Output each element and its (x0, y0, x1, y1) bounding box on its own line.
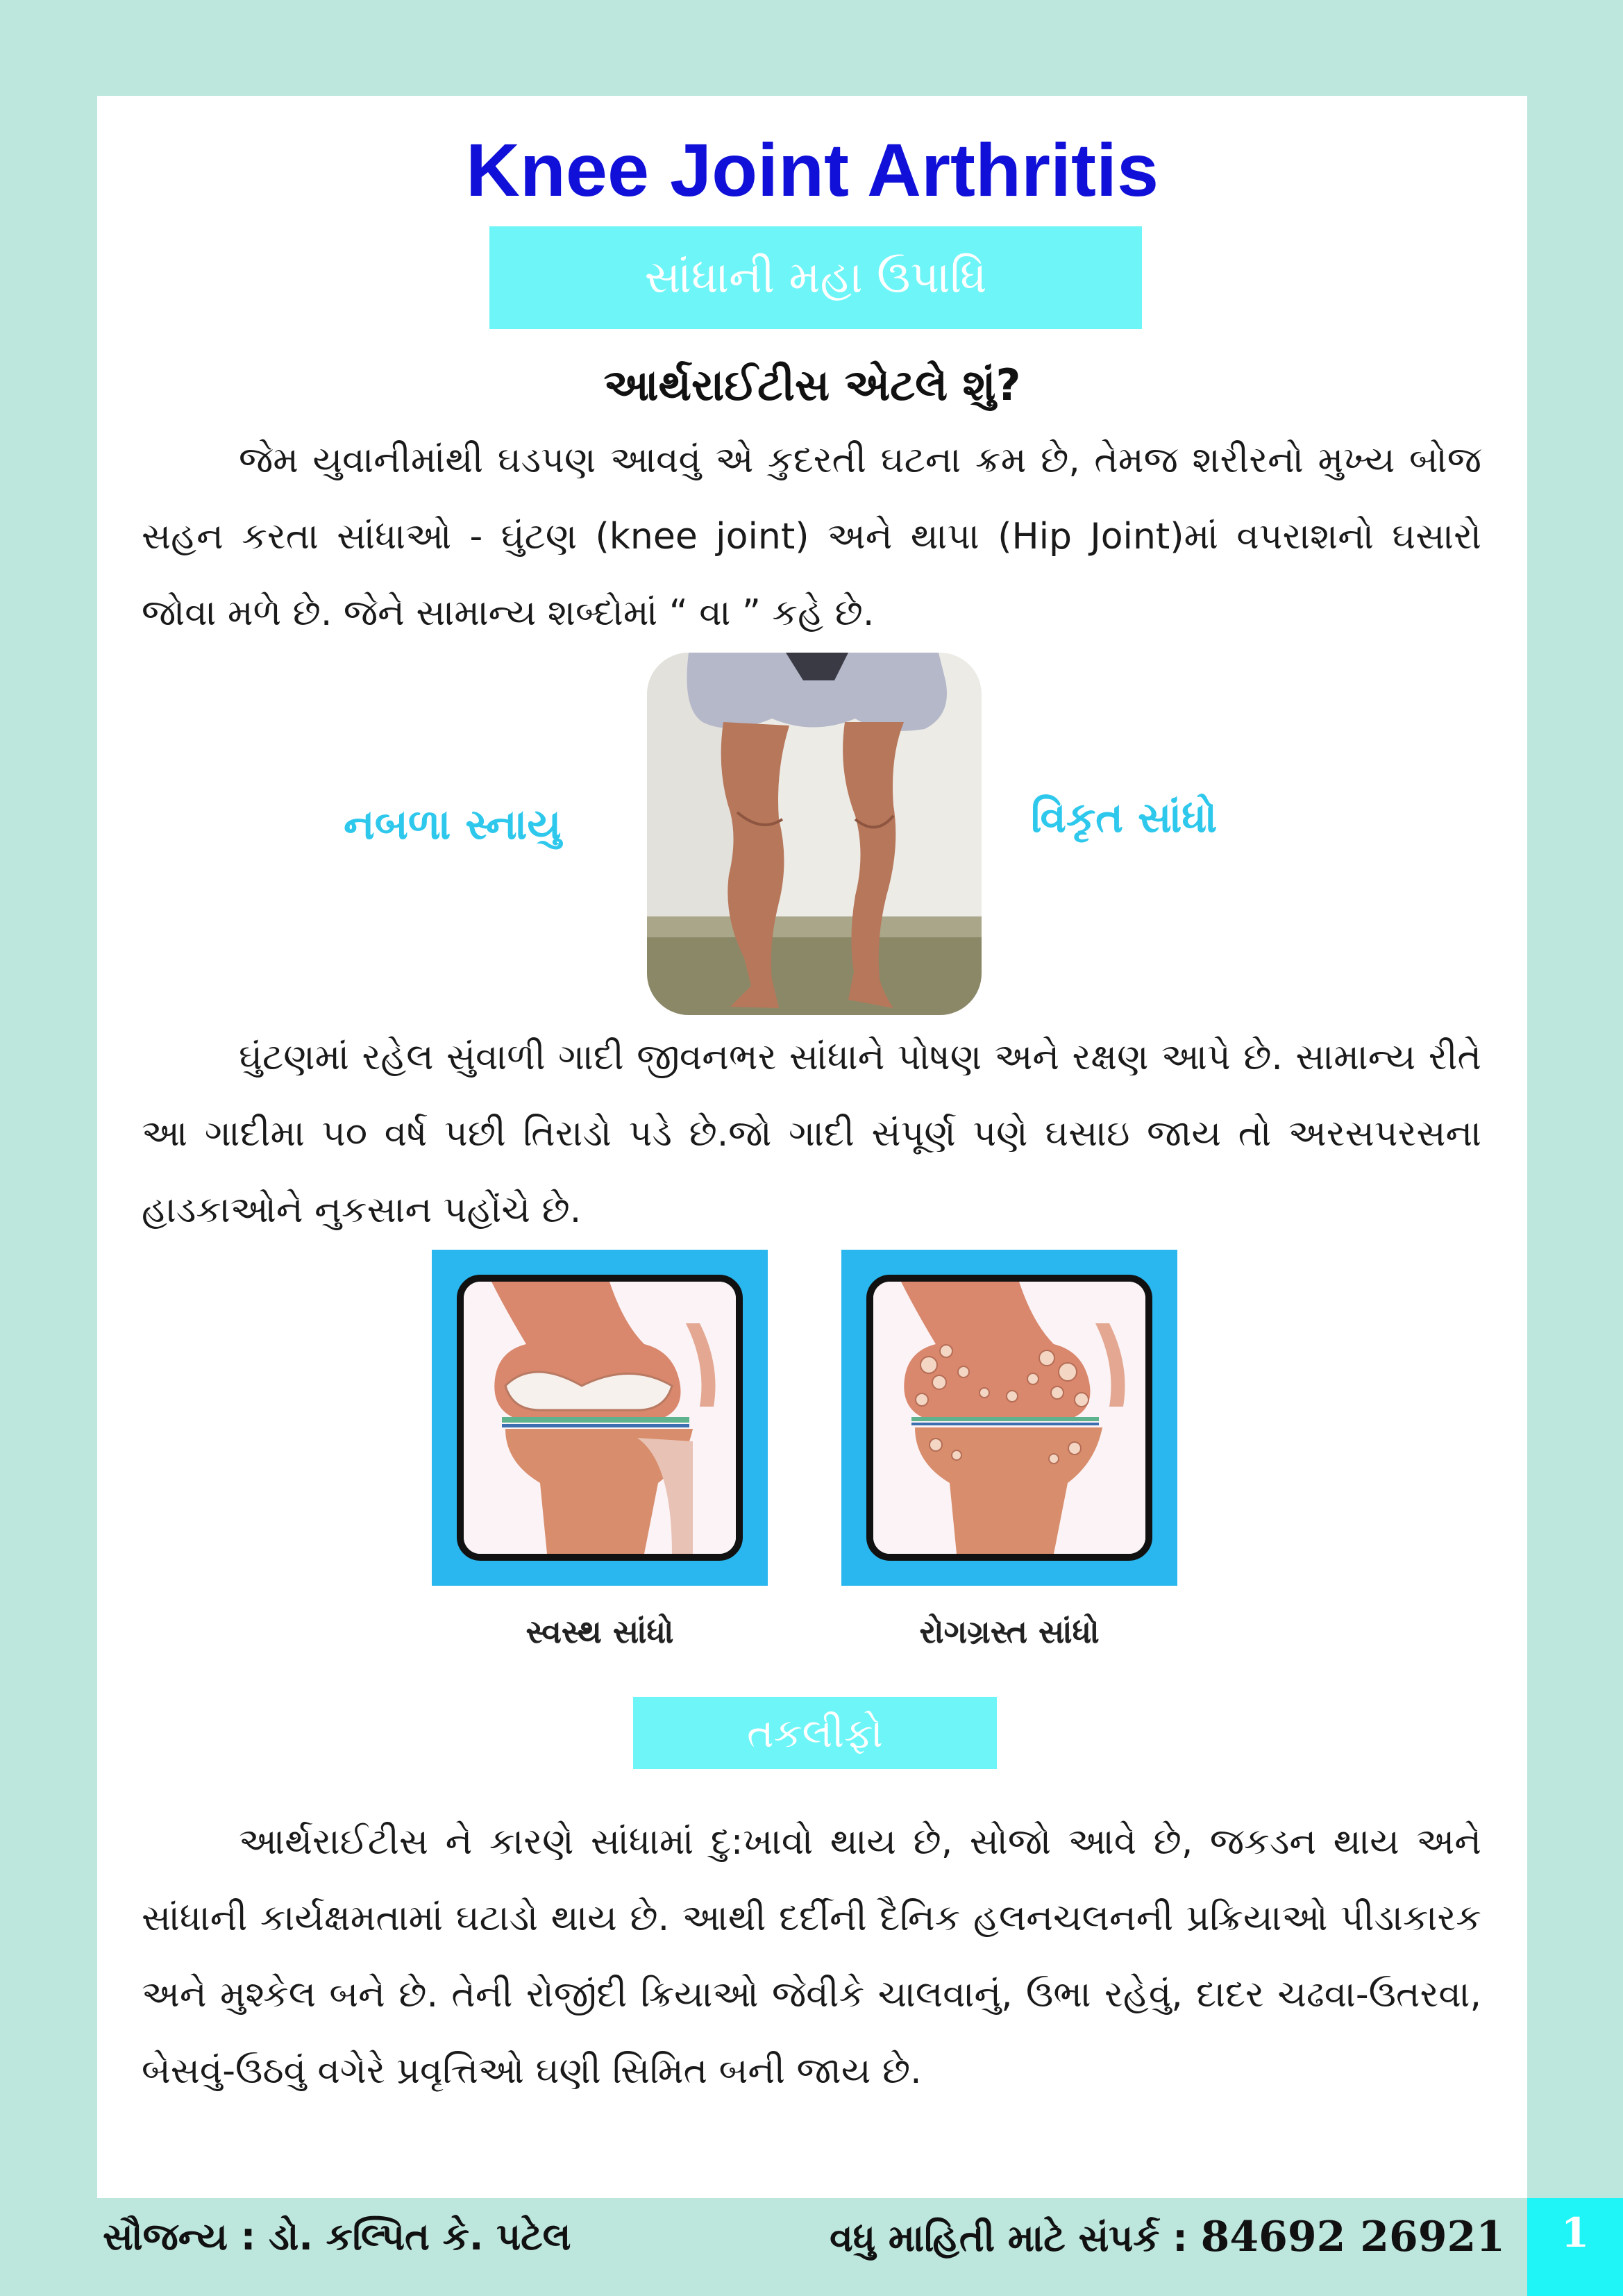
contact-phone: 84692 26921 (1200, 2213, 1505, 2261)
footer-contact (830, 2209, 1505, 2266)
problems-paragraph: આર્થરાઈટીસ ને કારણે સાંધામાં દુ:ખાવો થાય છે, સોજો આવે છે, જકડન થાય અને સાંધાની કાર્યક્ષમતામાં ઘટાડો થાય છે. આથી દર્દીની દૈનિક હલનચલનની પ્રક્રિયાઓ પીડાકારક અને મુશ્કેલ બને છે. તેની રોજીંદી ક્રિયાઓ જેવીકે ચાલવાનું, ઉભા રહેવું, દાદર ચઢવા-ઉતરવા, બેસવું-ઉઠવું વગેરે પ્રવૃત્તિઓ ઘણી સિમિત બની જાય છે. (142, 1821, 1481, 2092)
diseased-joint-illustration (873, 1282, 1145, 1554)
page-number: 1 (1527, 2198, 1623, 2296)
page-title: Knee Joint Arthritis (465, 128, 1159, 212)
healthy-joint-illustration (464, 1282, 736, 1554)
section-heading: આર્થરાઈટીસ એટલે શું? (603, 360, 1021, 410)
legs-photo (647, 653, 982, 1015)
weak-muscle-label: નબળા સ્નાયુ (344, 801, 562, 849)
intro-paragraph: જેમ યુવાનીમાંથી ઘડપણ આવવું એ કુદરતી ઘટના ક્રમ છે, તેમજ શરીરનો મુખ્ય બોજ સહન કરતા સાંધાઓ - ઘુંટણ (knee joint) અને થાપા (Hip Joint)માં વપરાશનો ઘસારો જોવા મળે છે. જેને સામાન્ય શબ્દોમાં “ વા ” કહે છે. (142, 439, 1481, 634)
contact-label: વધુ માહિતી માટે સંપર્ક : (830, 2216, 1188, 2260)
deformed-joint-label: વિકૃત સાંધો (1031, 794, 1218, 842)
diseased-joint-caption: રોગગ્રસ્ત સાંધો (919, 1613, 1100, 1650)
subtitle-banner: સાંધાની મહા ઉપાધિ (489, 226, 1142, 329)
footer-courtesy: સૌજન્ય : ડો. કલ્પિત કે. પટેલ (103, 2215, 571, 2259)
diseased-joint-frame (841, 1250, 1177, 1586)
problems-banner: તકલીફો (633, 1697, 997, 1769)
healthy-joint-frame (432, 1250, 768, 1586)
page-sheet (97, 96, 1527, 2198)
healthy-joint-caption: સ્વસ્થ સાંધો (525, 1613, 674, 1650)
legs-illustration (647, 653, 982, 1015)
cartilage-paragraph: ઘુંટણમાં રહેલ સુંવાળી ગાદી જીવનભર સાંધાને પોષણ અને રક્ષણ આપે છે. સામાન્ય રીતે આ ગાદીમા ૫૦ વર્ષ પછી તિરાડો પડે છે.જો ગાદી સંપૂર્ણ પણે ઘસાઇ જાય તો અરસપરસના હાડકાઓને નુકસાન પહોંચે છે. (142, 1037, 1481, 1231)
